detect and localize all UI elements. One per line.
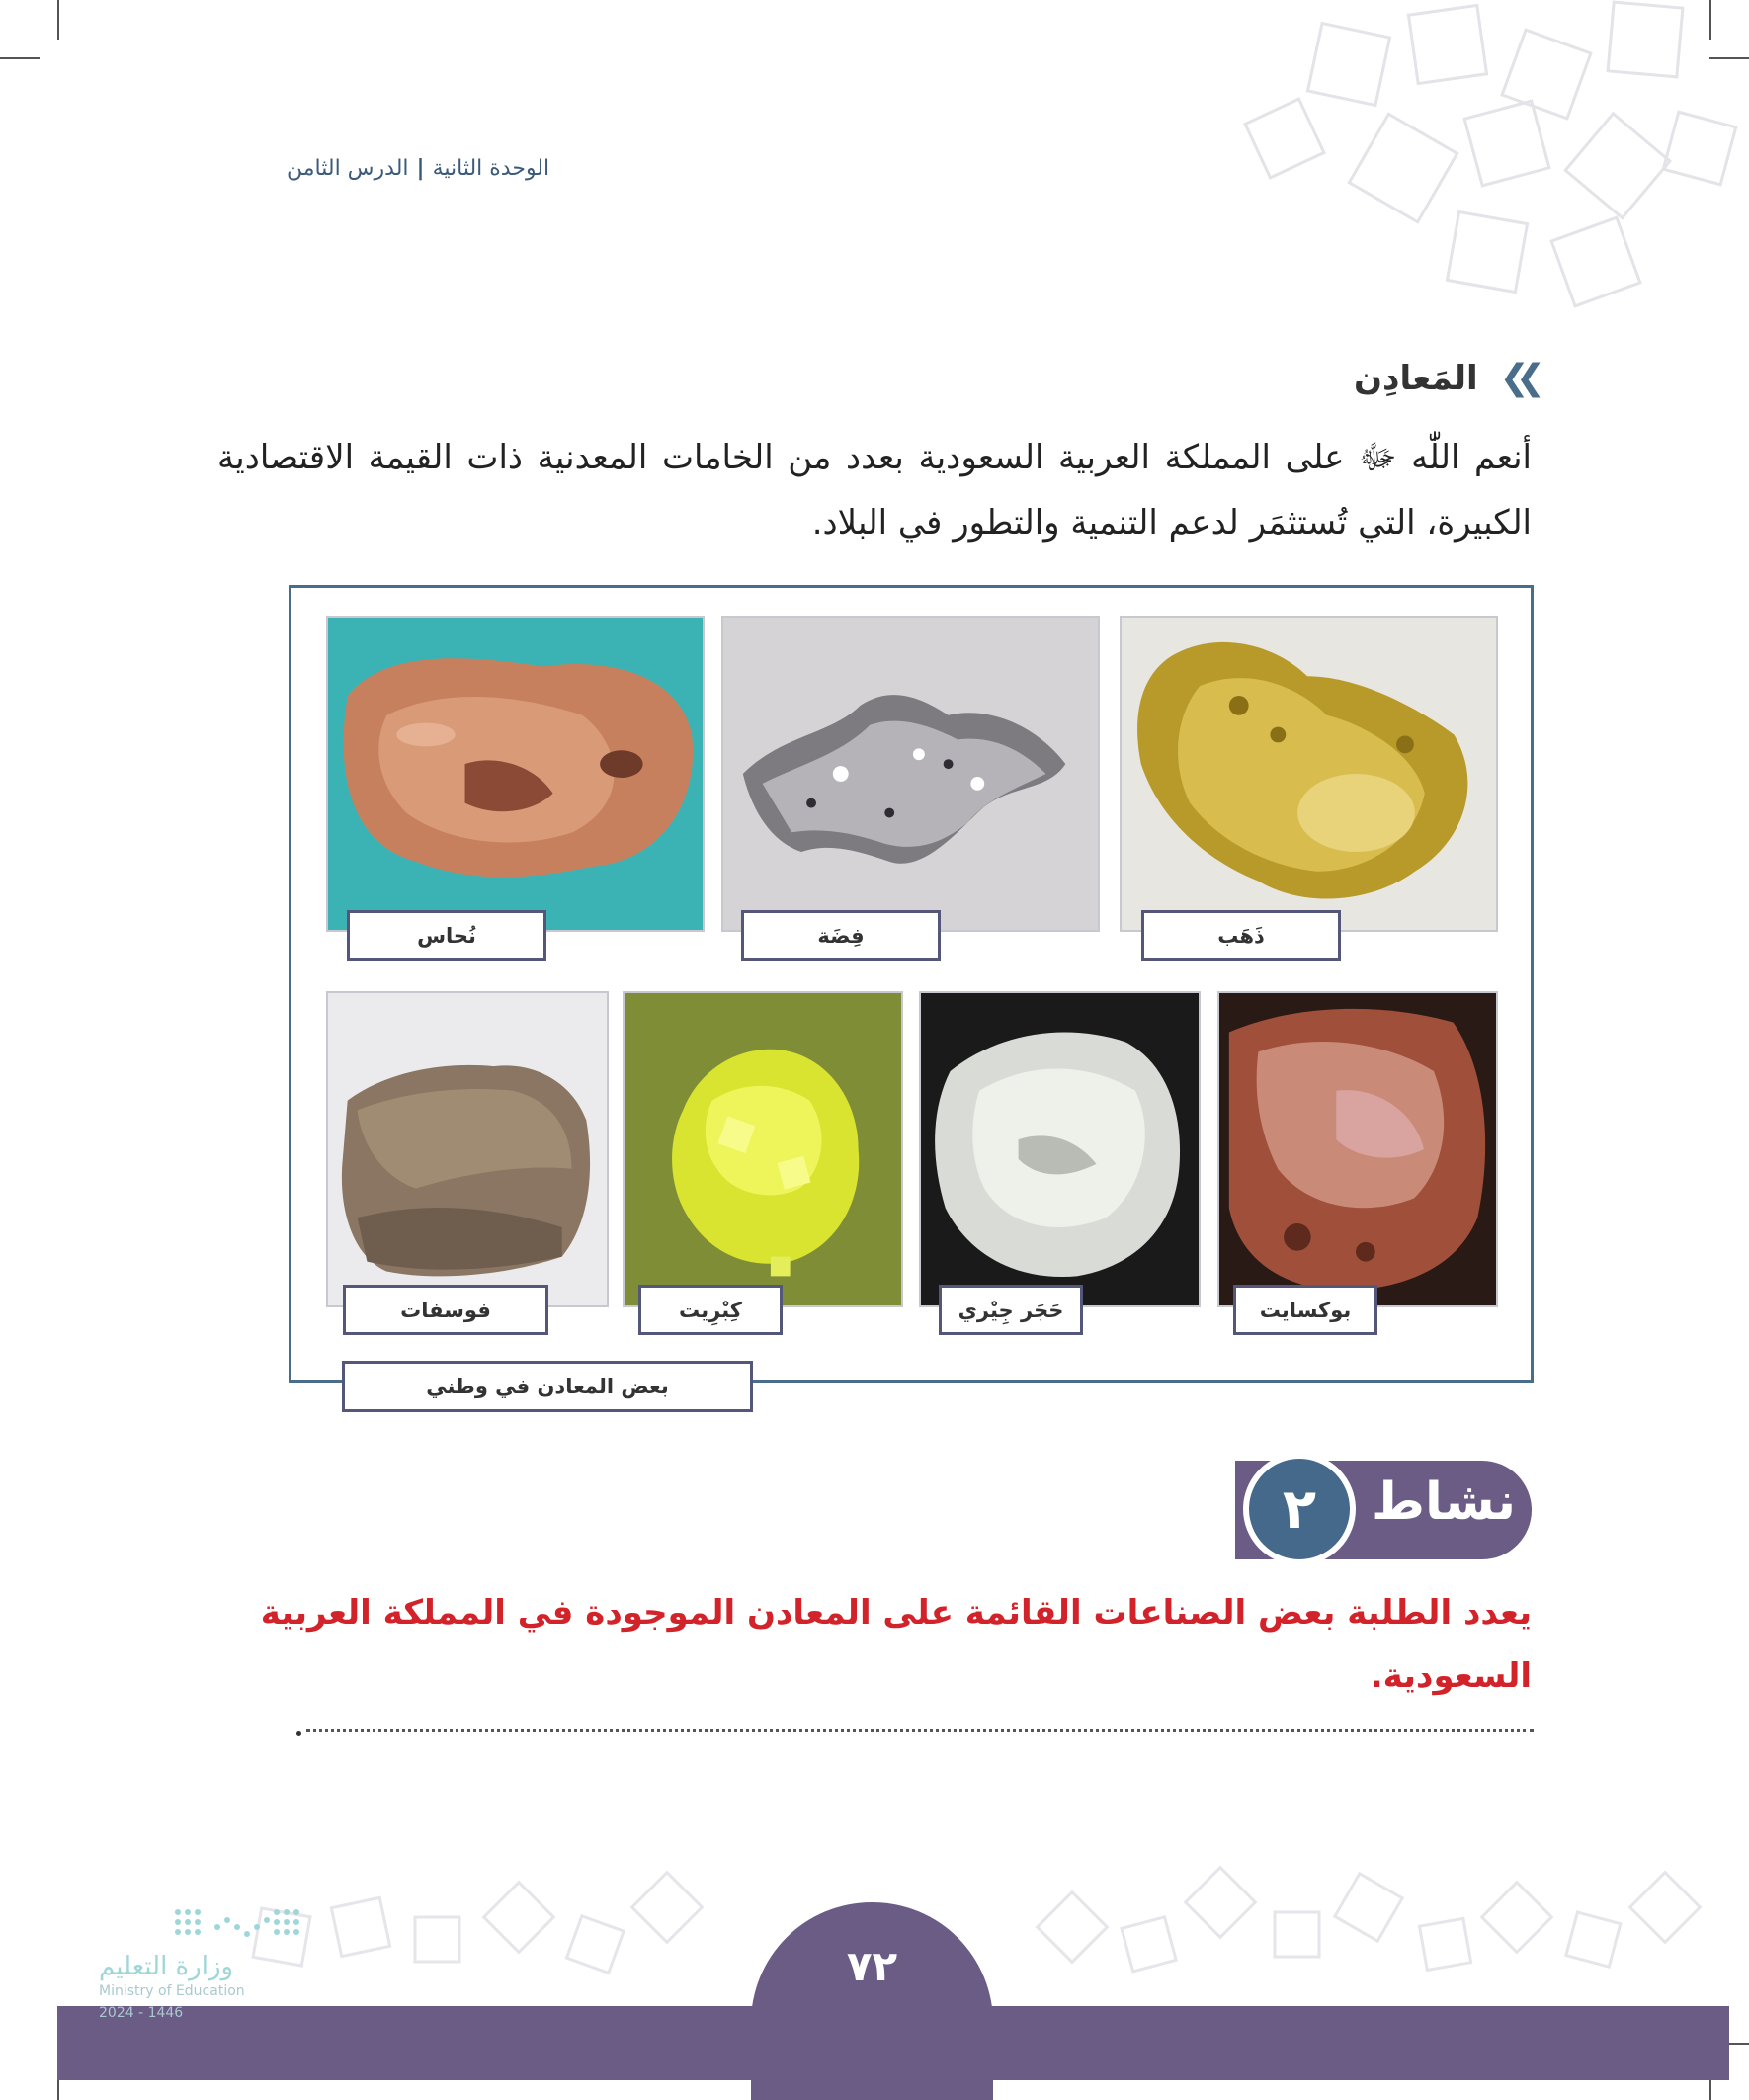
double-chevron-icon: ❯❯ <box>1499 358 1532 398</box>
edition-year: 2024 - 1446 <box>99 2005 184 2021</box>
header-separator: | <box>416 156 425 181</box>
crop-mark <box>57 0 59 40</box>
activity-number-badge: ٢ <box>1243 1453 1356 1565</box>
phosphate-rock-image <box>326 991 609 1307</box>
mineral-label-gold: ذَهَب <box>1141 910 1341 961</box>
ministry-logo-block <box>59 1902 326 2041</box>
lesson-label: الدرس الثامن <box>287 156 409 181</box>
activity-instructions: يعدد الطلبة بعض الصناعات القائمة على المعادن الموجودة في المملكة العربية السعودية. <box>260 1593 1532 1696</box>
answer-line-end-dot <box>296 1731 301 1736</box>
mineral-label-bauxite: بوكسايت <box>1233 1285 1377 1335</box>
running-header <box>287 156 549 181</box>
mineral-label-silver: فِضَة <box>741 910 941 961</box>
activity-word: نشاط <box>1372 1472 1516 1532</box>
answer-line[interactable] <box>306 1729 1534 1732</box>
sulfur-crystal-image <box>623 991 903 1307</box>
intro-paragraph: أنعم اللّٰه ﷻ على المملكة العربية السعودية بعدد من الخامات المعدنية ذات القيمة الاقتصادية الكبيرة، التي تُستثمَر لدعم التنمية والتطور في البلاد. <box>217 438 1532 543</box>
gold-nugget-image <box>1120 616 1498 932</box>
silver-crystal-image <box>721 616 1100 932</box>
ministry-name-ar: وزارة التعليم <box>99 1952 234 1981</box>
mineral-label-limestone: حَجَر جِيْري <box>939 1285 1083 1335</box>
page-number: ٧٢ <box>846 1942 898 1990</box>
figure-caption: بعض المعادن في وطني <box>342 1361 753 1412</box>
decorative-pattern <box>998 0 1749 316</box>
mineral-label-phosphate: فوسفات <box>343 1285 548 1335</box>
unit-label: الوحدة الثانية <box>432 156 550 181</box>
crop-mark <box>0 57 40 59</box>
ministry-name-en: Ministry of Education <box>99 1983 245 1999</box>
copper-nugget-image <box>326 616 705 932</box>
mineral-label-copper: نُحاس <box>347 910 546 961</box>
section-title-text: المَعادِن <box>1354 358 1478 398</box>
mineral-label-sulfur: كِبْرِيت <box>638 1285 783 1335</box>
bauxite-rock-image <box>1217 991 1498 1307</box>
ministry-logo-icon <box>168 1902 316 1952</box>
limestone-rock-image <box>919 991 1201 1307</box>
section-title <box>1354 358 1532 398</box>
